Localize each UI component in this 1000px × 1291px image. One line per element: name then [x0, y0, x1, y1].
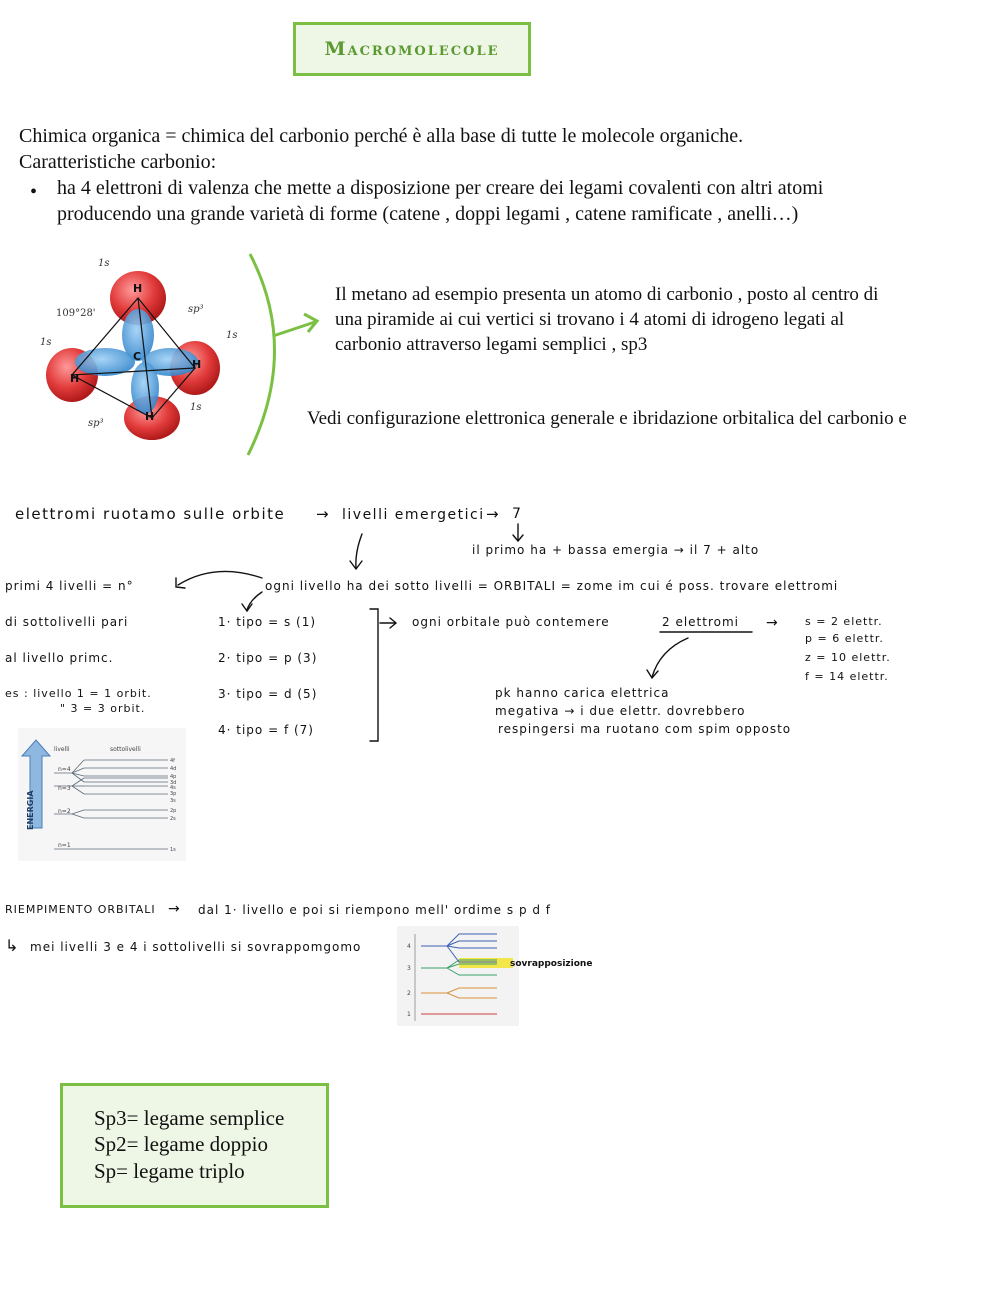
arrow-3: → [766, 615, 780, 631]
sp3-label: sp³ [188, 304, 204, 315]
sublevel-label: 1s [170, 847, 176, 853]
note-row3-a: primi 4 livelli = n° [5, 579, 134, 593]
note-left-2: al livello primc. [5, 651, 114, 665]
electrons-f: f = 14 elettr. [805, 670, 889, 683]
due-elettroni-text: 2 elettromi [662, 615, 739, 629]
overlap-level-2: 2 [407, 990, 411, 997]
overlap-level-4: 4 [407, 943, 411, 950]
orbital-1s-label: 1s [40, 337, 52, 348]
sublevel-label: 3s [170, 798, 176, 804]
hydrogen-label: H [192, 358, 202, 371]
page-title: Macromolecole [324, 38, 500, 60]
tipo-2: 2· tipo = p (3) [218, 651, 318, 665]
note-row1-a: elettromi ruotamo sulle orbite [15, 505, 286, 523]
livelli-header: livelli [54, 746, 70, 753]
overlap-level-1: 1 [407, 1011, 411, 1018]
sp-line: Sp= legame triplo [94, 1159, 245, 1183]
pk-line-3: respingersi ma ruotano com spim opposto [498, 722, 792, 736]
level-n3: n=3 [58, 785, 71, 792]
sublevel-label: 4f [170, 758, 175, 764]
arrow-4: → [168, 901, 182, 917]
pk-line-1: pk hanno carica elettrica [495, 686, 670, 700]
methane-text-2: una piramide ai cui vertici si trovano i 4 atomi di idrogeno legati al [335, 309, 845, 330]
riempimento-title: RIEMPIMENTO ORBITALI [5, 903, 156, 916]
arrow-1: → [316, 505, 331, 523]
orbital-1s-label: 1s [190, 402, 202, 413]
arrow-5: ↳ [5, 936, 20, 955]
ogni-orbitale-text: ogni orbitale può contemere [412, 615, 610, 629]
carbon-label: C [133, 350, 142, 363]
level-n1: n=1 [58, 842, 71, 849]
sp3-label: sp³ [88, 418, 104, 429]
sp2-line: Sp2= legame doppio [94, 1132, 268, 1156]
methane-text-3: carbonio attraverso legami semplici , sp3 [335, 334, 648, 355]
level-n2: n=2 [58, 808, 71, 815]
sublevel-label: 4s [170, 785, 176, 791]
orbital-overlap-diagram [397, 926, 519, 1026]
sublevel-label: 3p [170, 791, 177, 797]
note-left-3: es : livello 1 = 1 orbit. [5, 687, 152, 700]
sublevel-label: 2s [170, 816, 176, 822]
tipo-1: 1· tipo = s (1) [218, 615, 317, 629]
note-left-1: di sottolivelli pari [5, 615, 129, 629]
sublevel-label: 2p [170, 808, 177, 814]
intro-line1: Chimica organica = chimica del carbonio perché è alla base di tutte le molecole organiche. [19, 125, 744, 147]
note-row1-b: livelli emergetici [342, 507, 485, 523]
hydrogen-label: H [133, 282, 143, 295]
sottolivelli-header: sottolivelli [110, 746, 141, 753]
overlap-level-3: 3 [407, 965, 411, 972]
note-row2: il primo ha + bassa emergia → il 7 + alto [472, 543, 760, 557]
angle-label: 109°28' [56, 308, 96, 319]
electrons-s: s = 2 elettr. [805, 615, 883, 628]
sublevel-label: 4d [170, 766, 177, 772]
pk-line-2: megativa → i due elettr. dovrebbero [495, 704, 746, 718]
hybridization-box [60, 1083, 329, 1208]
bullet-marker: • [30, 181, 38, 203]
electrons-p: p = 6 elettr. [805, 632, 884, 645]
note-row1-c: 7 [512, 506, 523, 522]
note-row3-b: ogni livello ha dei sotto livelli = ORBITALI = zome im cui é poss. trovare elettromi [265, 579, 839, 593]
sovrapposizione-label: sovrapposizione [510, 959, 593, 969]
sp3-line: Sp3= legame semplice [94, 1106, 285, 1130]
methane-note: Vedi configurazione elettronica generale e ibridazione orbitalica del carbonio e [307, 408, 907, 429]
riempimento-note: mei livelli 3 e 4 i sottolivelli si sovrappomgomo [30, 940, 362, 954]
bullet1-line2: producendo una grande varietà di forme (catene , doppi legami , catene ramificate , anelli…) [57, 203, 799, 225]
intro-line2: Caratteristiche carbonio: [19, 151, 217, 173]
tipo-4: 4· tipo = f (7) [218, 723, 314, 737]
level-n4: n=4 [58, 766, 71, 773]
sublevel-label: 3d [170, 780, 177, 786]
electrons-d: z = 10 elettr. [805, 651, 891, 664]
hydrogen-label: H [70, 372, 80, 385]
methane-text-1: Il metano ad esempio presenta un atomo di carbonio , posto al centro di [335, 284, 879, 305]
tipo-3: 3· tipo = d (5) [218, 687, 318, 701]
arrow-2: → [486, 505, 501, 523]
orbital-1s-label: 1s [226, 330, 238, 341]
energy-levels-diagram [18, 728, 186, 861]
sublevel-label: 4p [170, 774, 177, 780]
note-left-4: " 3 = 3 orbit. [60, 702, 146, 715]
energia-label: ENERGIA [26, 790, 35, 830]
orbital-1s-label: 1s [98, 258, 110, 269]
riempimento-text: dal 1· livello e poi si riempono mell' ordime s p d f [198, 903, 552, 917]
hydrogen-label: H [145, 410, 155, 423]
bullet1-line1: ha 4 elettroni di valenza che mette a disposizione per creare dei legami covalenti con altri atomi [57, 177, 824, 199]
